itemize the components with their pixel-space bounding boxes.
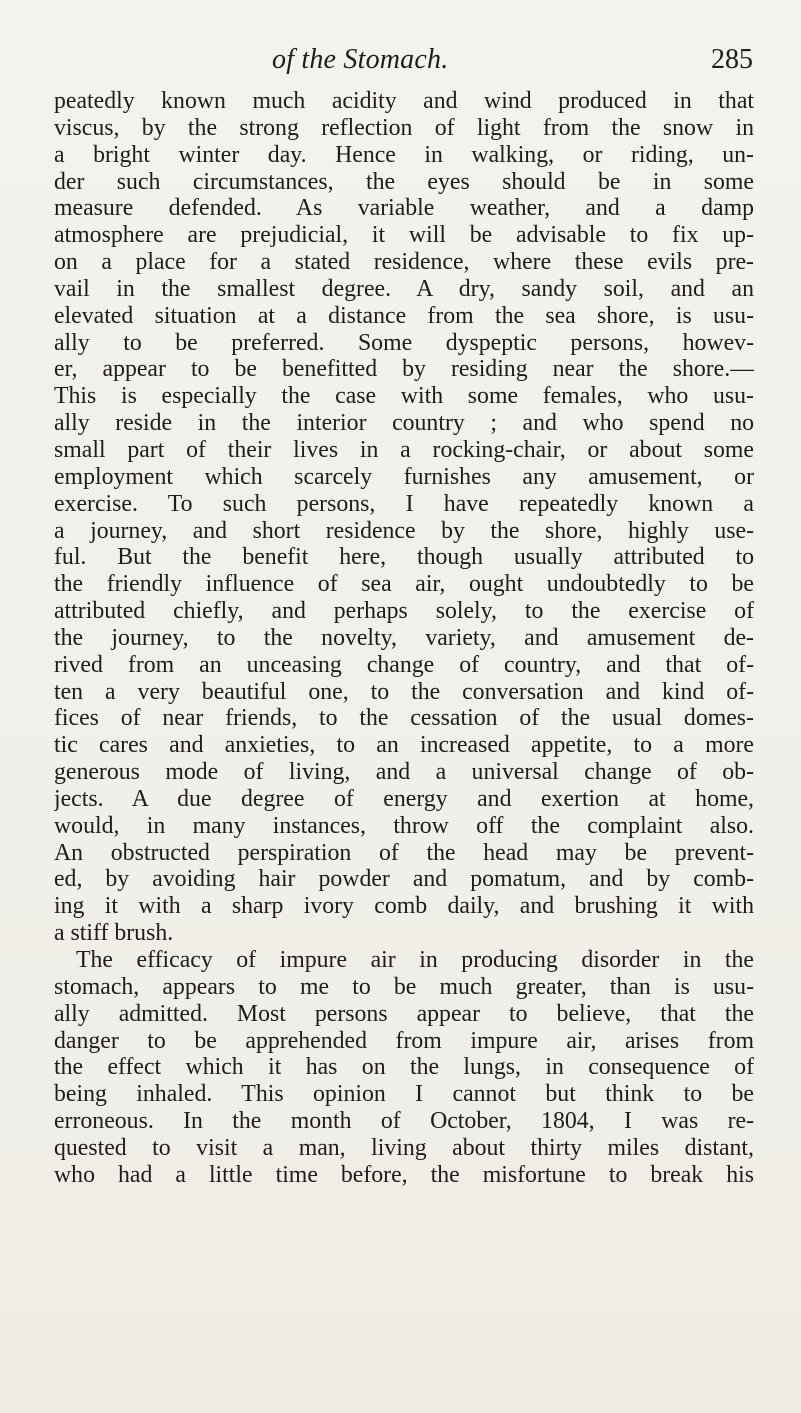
text-line: fices of near friends, to the cessation of the usual domes- bbox=[54, 705, 754, 732]
text-line: der such circumstances, the eyes should be in some bbox=[54, 168, 754, 195]
text-line: ally reside in the interior country ; and who spend no bbox=[54, 410, 754, 437]
text-line: being inhaled. This opinion I cannot but think to be bbox=[54, 1081, 754, 1108]
text-line: the journey, to the novelty, variety, and amusement de- bbox=[54, 624, 754, 651]
text-line: vail in the smallest degree. A dry, sandy soil, and an bbox=[54, 275, 754, 302]
text-line: elevated situation at a distance from the sea shore, is usu- bbox=[54, 302, 754, 329]
text-line: a journey, and short residence by the shore, highly use- bbox=[54, 517, 754, 544]
text-line: ten a very beautiful one, to the conversation and kind of- bbox=[54, 678, 754, 705]
text-line: small part of their lives in a rocking-chair, or about some bbox=[54, 436, 754, 463]
text-line: stomach, appears to me to be much greater, than is usu- bbox=[54, 973, 754, 1000]
page-number: 285 bbox=[711, 44, 753, 75]
text-line: measure defended. As variable weather, and a damp bbox=[54, 195, 754, 222]
running-head: of the Stomach. bbox=[272, 44, 449, 75]
text-line: generous mode of living, and a universal change of ob- bbox=[54, 759, 754, 786]
body-text bbox=[54, 88, 754, 1189]
text-line: exercise. To such persons, I have repeatedly known a bbox=[54, 490, 754, 517]
text-line: attributed chiefly, and perhaps solely, to the exercise of bbox=[54, 598, 754, 625]
text-line: erroneous. In the month of October, 1804, I was re- bbox=[54, 1108, 754, 1135]
text-line: ed, by avoiding hair powder and pomatum, and by comb- bbox=[54, 866, 754, 893]
text-line: jects. A due degree of energy and exertion at home, bbox=[54, 785, 754, 812]
text-line: on a place for a stated residence, where these evils pre- bbox=[54, 249, 754, 276]
text-line: ing it with a sharp ivory comb daily, and brushing it with bbox=[54, 893, 754, 920]
text-line: who had a little time before, the misfortune to break his bbox=[54, 1161, 754, 1188]
text-line: quested to visit a man, living about thirty miles distant, bbox=[54, 1134, 754, 1161]
text-line: peatedly known much acidity and wind produced in that bbox=[54, 88, 754, 114]
text-line: ful. But the benefit here, though usually attributed to bbox=[54, 544, 754, 571]
text-line: the effect which it has on the lungs, in consequence of bbox=[54, 1054, 754, 1081]
text-line: viscus, by the strong reflection of light from the snow in bbox=[54, 114, 754, 141]
text-line: The efficacy of impure air in producing disorder in the bbox=[76, 947, 754, 973]
text-line: ally to be preferred. Some dyspeptic persons, howev- bbox=[54, 329, 754, 356]
text-line: rived from an unceasing change of country, and that of- bbox=[54, 651, 754, 678]
text-line: This is especially the case with some females, who usu- bbox=[54, 383, 754, 410]
text-line: atmosphere are prejudicial, it will be advisable to fix up- bbox=[54, 222, 754, 249]
text-line: a stiff brush. bbox=[54, 920, 174, 947]
text-line: employment which scarcely furnishes any amusement, or bbox=[54, 463, 754, 490]
text-line: a bright winter day. Hence in walking, or riding, un- bbox=[54, 141, 754, 168]
page-header bbox=[0, 44, 801, 84]
text-line: would, in many instances, throw off the complaint also. bbox=[54, 812, 754, 839]
text-line: danger to be apprehended from impure air, arises from bbox=[54, 1027, 754, 1054]
text-line: er, appear to be benefitted by residing near the shore.— bbox=[54, 356, 754, 383]
text-line: tic cares and anxieties, to an increased appetite, to a more bbox=[54, 732, 754, 759]
text-line: the friendly influence of sea air, ought undoubtedly to be bbox=[54, 571, 754, 598]
text-line: An obstructed perspiration of the head may be prevent- bbox=[54, 839, 754, 866]
text-line: ally admitted. Most persons appear to believe, that the bbox=[54, 1000, 754, 1027]
